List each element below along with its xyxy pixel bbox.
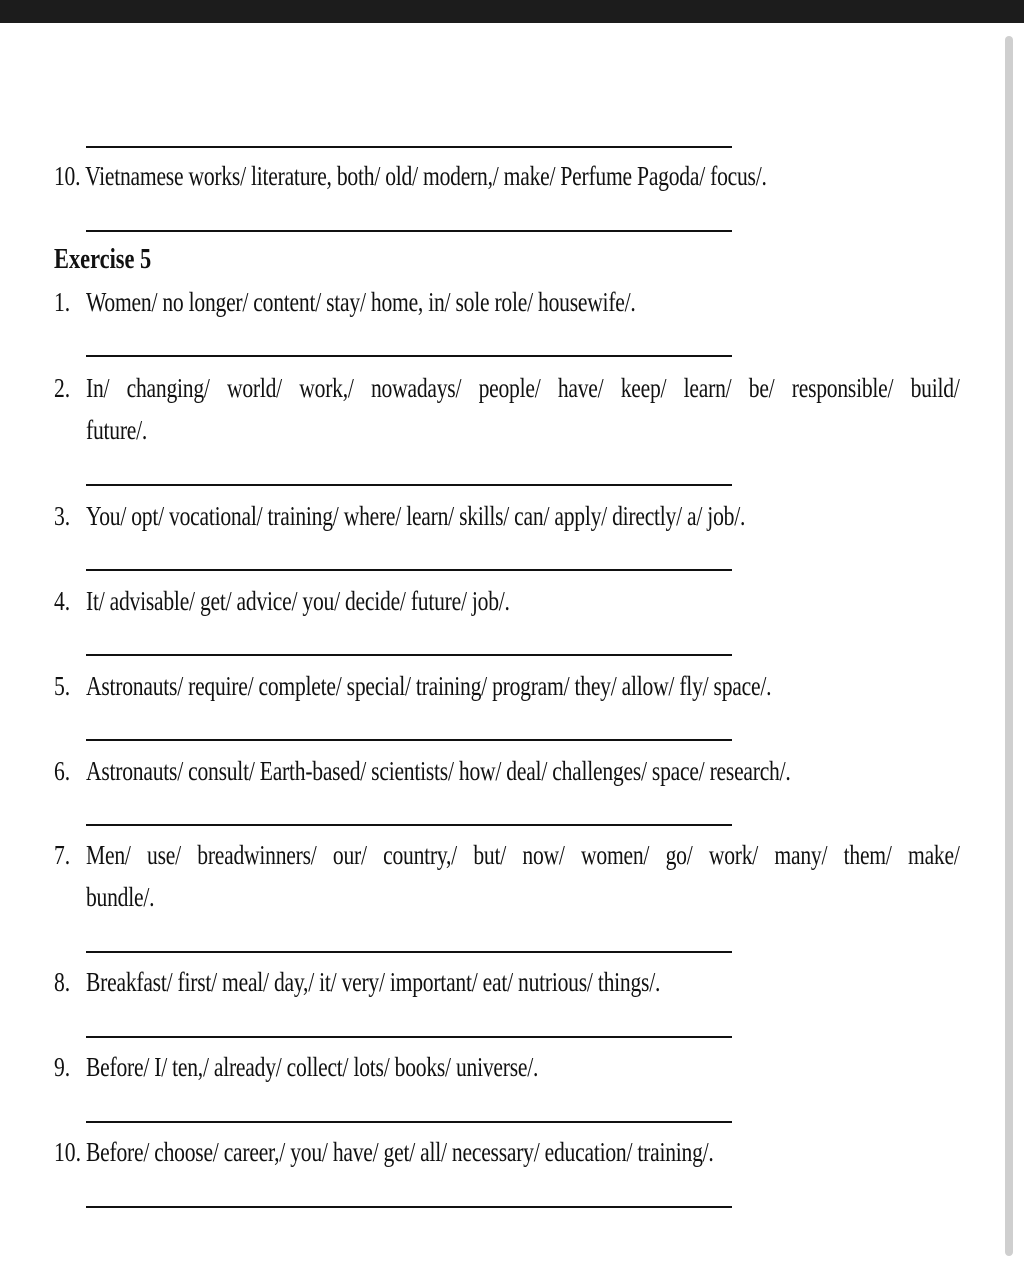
item-number: 9. — [54, 1052, 71, 1082]
item-number: 5. — [54, 671, 71, 701]
item-number: 10. — [54, 161, 81, 191]
item-text-line2: bundle/. — [86, 882, 155, 912]
item-text-line2: future/. — [86, 415, 148, 445]
answer-line — [86, 739, 732, 741]
item-text: Women/ no longer/ content/ stay/ home, in/ sole role/ housewife/. — [86, 287, 636, 317]
item-number: 4. — [54, 586, 71, 616]
previous-item — [54, 160, 767, 192]
item-text: Before/ I/ ten,/ already/ collect/ lots/ books/ universe/. — [86, 1052, 539, 1082]
answer-line — [86, 1121, 732, 1123]
answer-line — [86, 355, 732, 357]
item-text: Before/ choose/ career,/ you/ have/ get/ all/ necessary/ education/ training/. — [86, 1137, 714, 1167]
item-text-line1: Men/ use/ breadwinners/ our/ country,/ but/ now/ women/ go/ work/ many/ them/ make/ — [86, 840, 960, 870]
item-number: 7. — [54, 840, 71, 870]
item-number: 2. — [54, 373, 71, 403]
answer-line — [86, 569, 732, 571]
item-text: You/ opt/ vocational/ training/ where/ learn/ skills/ can/ apply/ directly/ a/ job/. — [86, 501, 746, 531]
item-number: 1. — [54, 287, 71, 317]
answer-line — [86, 824, 732, 826]
item-number: 6. — [54, 756, 71, 786]
answer-line — [86, 146, 732, 148]
item-number: 3. — [54, 501, 71, 531]
vertical-scrollbar[interactable] — [1005, 36, 1013, 1256]
item-text: Breakfast/ first/ meal/ day,/ it/ very/ important/ eat/ nutrious/ things/. — [86, 967, 661, 997]
exercise-title: Exercise 5 — [54, 244, 152, 275]
answer-line — [86, 484, 732, 486]
item-text-line1: In/ changing/ world/ work,/ nowadays/ people/ have/ keep/ learn/ be/ responsible/ build/ — [86, 373, 960, 403]
answer-line — [86, 230, 732, 232]
item-text: Astronauts/ consult/ Earth-based/ scientists/ how/ deal/ challenges/ space/ research/. — [86, 756, 791, 786]
item-number: 8. — [54, 967, 71, 997]
item-number: 10. — [54, 1137, 81, 1167]
answer-line — [86, 654, 732, 656]
answer-line — [86, 1036, 732, 1038]
answer-line — [86, 1206, 732, 1208]
item-text: Astronauts/ require/ complete/ special/ training/ program/ they/ allow/ fly/ space/. — [86, 671, 772, 701]
item-text: It/ advisable/ get/ advice/ you/ decide/ future/ job/. — [86, 586, 510, 616]
answer-line — [86, 951, 732, 953]
item-text: Vietnamese works/ literature, both/ old/ modern,/ make/ Perfume Pagoda/ focus/. — [85, 161, 767, 191]
